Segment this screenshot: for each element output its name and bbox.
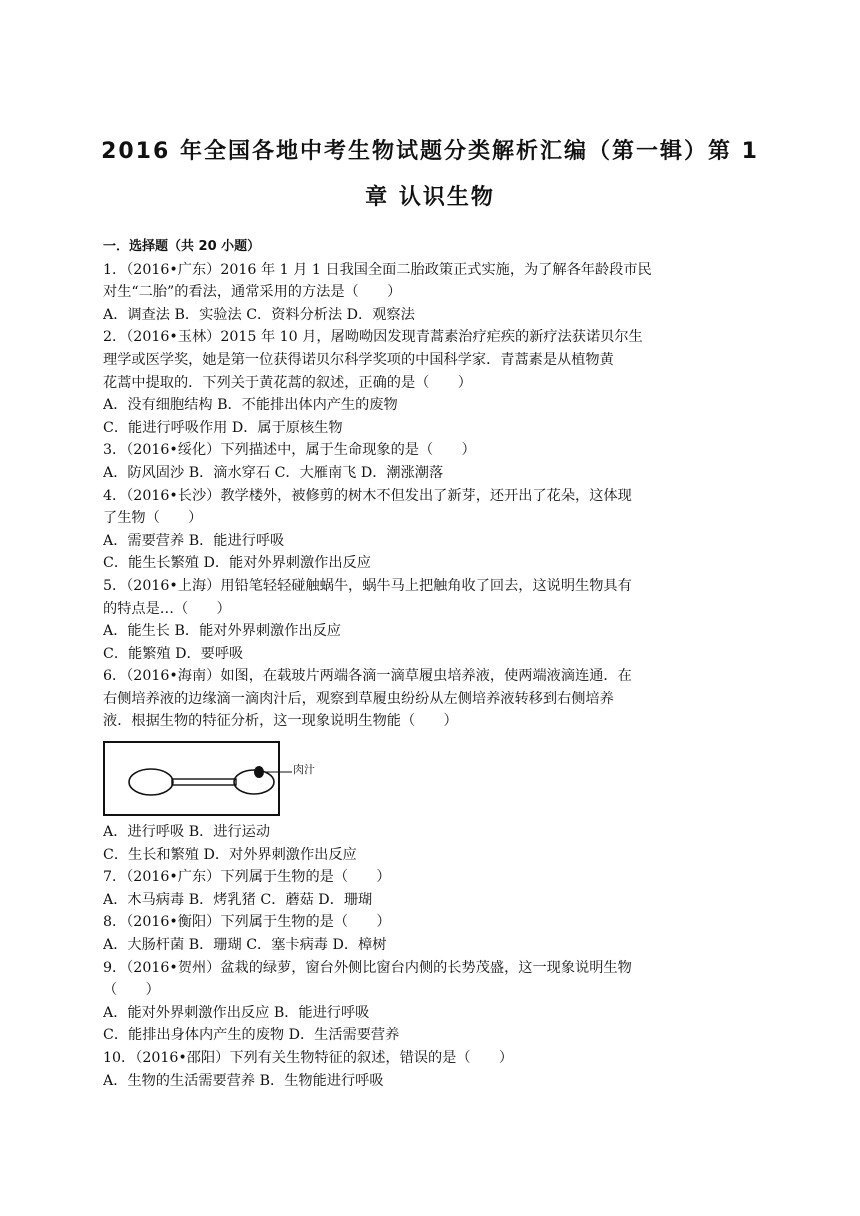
document-title-line-2: 章 认识生物 bbox=[365, 185, 495, 210]
text-line: A．调查法 B．实验法 C．资料分析法 D．观察法 bbox=[103, 306, 415, 323]
text-line: C．能进行呼吸作用 D．属于原核生物 bbox=[103, 419, 343, 436]
text-line: 理学或医学奖，她是第一位获得诺贝尔科学奖项的中国科学家．青蒿素是从植物黄 bbox=[103, 351, 614, 368]
text-line: A．进行呼吸 B．进行运动 bbox=[103, 824, 271, 841]
text-line: 花蒿中提取的．下列关于黄花蒿的叙述，正确的是（ ） bbox=[103, 374, 472, 391]
text-line: 1．（2016•广东）2016 年 1 月 1 日我国全面二胎政策正式实施，为了解各年龄段市民 bbox=[103, 261, 652, 278]
text-line: A．防风固沙 B．滴水穿石 C．大雁南飞 D．潮涨潮落 bbox=[103, 464, 444, 481]
text-line: 4．（2016•长沙）教学楼外，被修剪的树木不但发出了新芽，还开出了花朵，这体现 bbox=[103, 487, 632, 504]
text-line: A．木马病毒 B．烤乳猪 C．蘑菇 D．珊瑚 bbox=[103, 891, 373, 908]
meat-juice-drop bbox=[254, 766, 264, 778]
text-line: A．没有细胞结构 B．不能排出体内产生的废物 bbox=[103, 397, 398, 414]
text-line: 10．（2016•邵阳）下列有关生物特征的叙述，错误的是（ ） bbox=[103, 1050, 514, 1066]
section-heading: 一．选择题（共 20 小题） bbox=[103, 239, 261, 254]
questions-7-to-10 bbox=[103, 821, 758, 1092]
text-line: C．能繁殖 D．要呼吸 bbox=[103, 645, 244, 662]
text-line: C．能排出身体内产生的废物 D．生活需要营养 bbox=[103, 1027, 400, 1044]
text-line: 的特点是…（ ） bbox=[103, 600, 231, 617]
paramecium-experiment-figure bbox=[103, 739, 333, 821]
text-line: A．生物的生活需要营养 B．生物能进行呼吸 bbox=[103, 1072, 384, 1089]
text-line: A．大肠杆菌 B．珊瑚 C．塞卡病毒 D．樟树 bbox=[103, 937, 387, 954]
text-line: 5．（2016•上海）用铅笔轻轻碰触蜗牛，蜗牛马上把触角收了回去，这说明生物具有 bbox=[103, 577, 632, 594]
connecting-channel bbox=[172, 779, 236, 785]
text-line: 右侧培养液的边缘滴一滴肉汁后，观察到草履虫纷纷从左侧培养液转移到右侧培养 bbox=[103, 690, 614, 707]
text-line: 了生物（ ） bbox=[103, 510, 203, 527]
text-line: 9．（2016•贺州）盆栽的绿萝，窗台外侧比窗台内侧的长势茂盛，这一现象说明生物 bbox=[103, 959, 632, 976]
text-line: 3．（2016•绥化）下列描述中，属于生命现象的是（ ） bbox=[103, 442, 476, 459]
questions-1-to-6 bbox=[103, 259, 758, 733]
text-line: 液．根据生物的特征分析，这一现象说明生物能（ ） bbox=[103, 713, 458, 730]
text-line: 2．（2016•玉林）2015 年 10 月，屠呦呦因发现青蒿素治疗疟疾的新疗法获诺贝尔生 bbox=[103, 329, 643, 346]
text-line: （ ） bbox=[103, 982, 160, 999]
text-line: 7．（2016•广东）下列属于生物的是（ ） bbox=[103, 869, 391, 886]
text-line: C．生长和繁殖 D．对外界刺激作出反应 bbox=[103, 846, 357, 863]
text-line: A．需要营养 B．能进行呼吸 bbox=[103, 532, 285, 549]
right-droplet bbox=[234, 770, 274, 794]
text-line: 8．（2016•衡阳）下列属于生物的是（ ） bbox=[103, 914, 391, 931]
question-list bbox=[103, 236, 758, 1092]
left-droplet bbox=[129, 769, 173, 795]
text-line: C．能生长繁殖 D．能对外界刺激作出反应 bbox=[103, 555, 371, 572]
figure-label-meat-juice: 肉汁 bbox=[293, 763, 315, 777]
text-line: A．能对外界刺激作出反应 B．能进行呼吸 bbox=[103, 1004, 370, 1021]
text-line: 6．（2016•海南）如图，在载玻片两端各滴一滴草履虫培养液，使两端液滴连通．在 bbox=[103, 668, 632, 685]
document-title-line-1: 2016 年全国各地中考生物试题分类解析汇编（第一辑）第 1 bbox=[101, 139, 759, 164]
text-line: A．能生长 B．能对外界刺激作出反应 bbox=[103, 623, 341, 640]
text-line: 对生“二胎”的看法，通常采用的方法是（ ） bbox=[103, 284, 402, 301]
